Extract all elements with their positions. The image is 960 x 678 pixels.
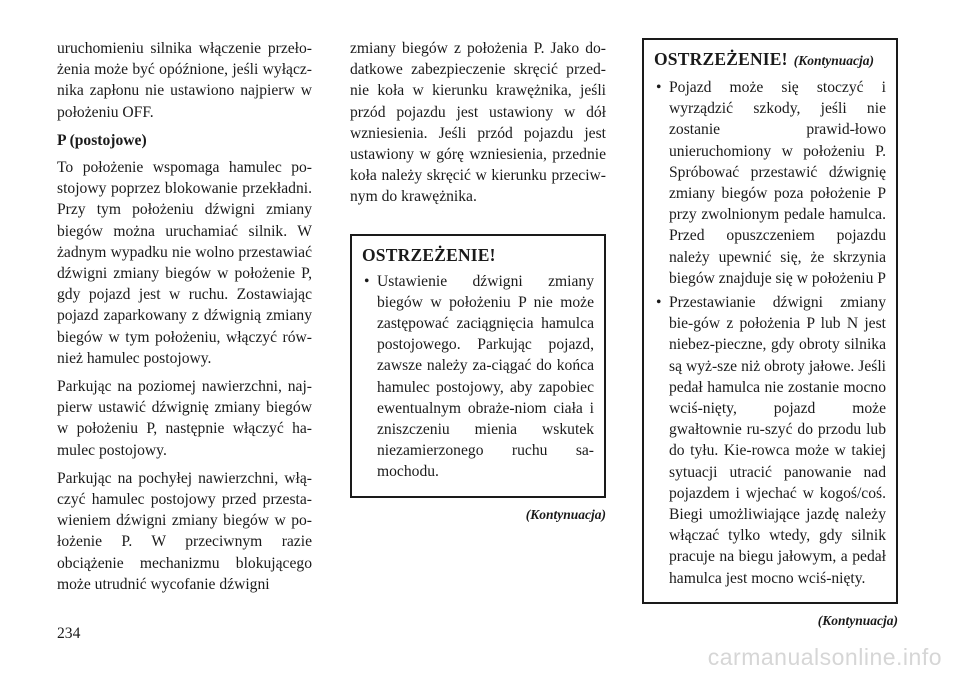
page-number: 234 <box>57 625 81 642</box>
warning-title <box>654 48 886 72</box>
column-left <box>57 38 312 602</box>
warning-item: • Przestawianie dźwigni zmiany bie-gów z położenia P lub N jest niebez-pieczne, gdy obroty silnika są wyż-sze niż obroty jałowe. Jeśli pedał hamulca nie zostanie mocno wciś-nięty, pojazd może gwałtownie ru-szyć do przodu lub do tyłu. Kie-rowca może w takiej sytuacji utracić panowanie nad pojazdem i wjechać w kogoś/coś. Biegi umożliwiające jazdę należy włączać tylko wtedy, gdy silnik pracuje na biegu jałowym, a pedał hamulca jest mocno wciś-nięty. <box>654 292 886 589</box>
park-paragraph-3: Parkując na pochyłej nawierzchni, włą-czyć hamulec postojowy przed przesta-wieniem dźwigni zmiany biegów w po-łożenie P. W przeciwnym razie obciążenie mechanizmu blokującego może utrudnić wycofanie dźwigni <box>57 469 312 593</box>
column-right <box>642 38 898 631</box>
warning-box <box>350 234 606 498</box>
warning-item: • Pojazd może się stoczyć i wyrządzić szkody, jeśli nie zostanie prawid-łowo unieruchomiony w położeniu P. Spróbować przestawić dźwignię zmiany biegów poza położenie P przy zwolnionym pedale hamulca. Przed opuszczeniem pojazdu należy upewnić się, że skrzynia biegów znajduje się w położeniu P <box>654 77 886 289</box>
continued-note: (Kontynuacja) <box>525 506 606 522</box>
park-paragraph-1: To położenie wspomaga hamulec po-stojowy poprzez blokowanie przekładni. Przy tym położeniu dźwigni zmiany biegów można uruchamiać silnik. W żadnym wypadku nie wolno przestawiać dźwigni zmiany biegów w położenie P, gdy pojazd jest w ruchu. Zostawiając pojazd zaparkowany z dźwignią zmiany biegów w tym położeniu, włączyć rów-nież hamulec postojowy. <box>57 159 312 367</box>
site-watermark: carmanualsonline.info <box>707 644 942 670</box>
warning-list <box>362 271 594 483</box>
warning-title-text: OSTRZEŻENIE! <box>654 49 788 69</box>
intro-paragraph: uruchomieniu silnika włączenie przeło-żenia może być opóźnione, jeśli wyłącz-nika zapłonu nie ustawiono najpierw w położeniu OFF. <box>57 40 312 121</box>
column-middle <box>350 38 606 525</box>
park-paragraph-2: Parkując na poziomej nawierzchni, naj-pierw ustawić dźwignię zmiany biegów w położeniu P, następnie włączyć ha-mulec postojowy. <box>57 378 312 459</box>
continuation-paragraph: zmiany biegów z położenia P. Jako do-datkowe zabezpieczenie skręcić przed-nie koła w kierunku krawężnika, jeśli przód pojazdu jest ustawiony w dół wzniesienia. Jeśli przód pojazdu jest ustawiony w górę wzniesienia, przednie koła należy skręcić w kierunku przeciw-nym do krawężnika. <box>350 40 606 206</box>
continued-note: (Kontynuacja) <box>817 612 898 628</box>
warning-title: OSTRZEŻENIE! <box>362 244 496 265</box>
section-heading-park: P (postojowe) <box>57 131 147 149</box>
warning-item: • Ustawienie dźwigni zmiany biegów w położeniu P nie może zastępować zaciągnięcia hamulca postojowego. Parkując pojazd, zawsze należy za-ciągać do końca hamulec postojowy, aby zapobiec ewentualnym obraże-niom ciała i zniszczeniu mienia wskutek niezamierzonego ruchu sa-mochodu. <box>362 271 594 483</box>
warning-title-suffix: (Kontynuacja) <box>793 53 874 68</box>
warning-list <box>654 77 886 589</box>
warning-box-continued <box>642 38 898 604</box>
